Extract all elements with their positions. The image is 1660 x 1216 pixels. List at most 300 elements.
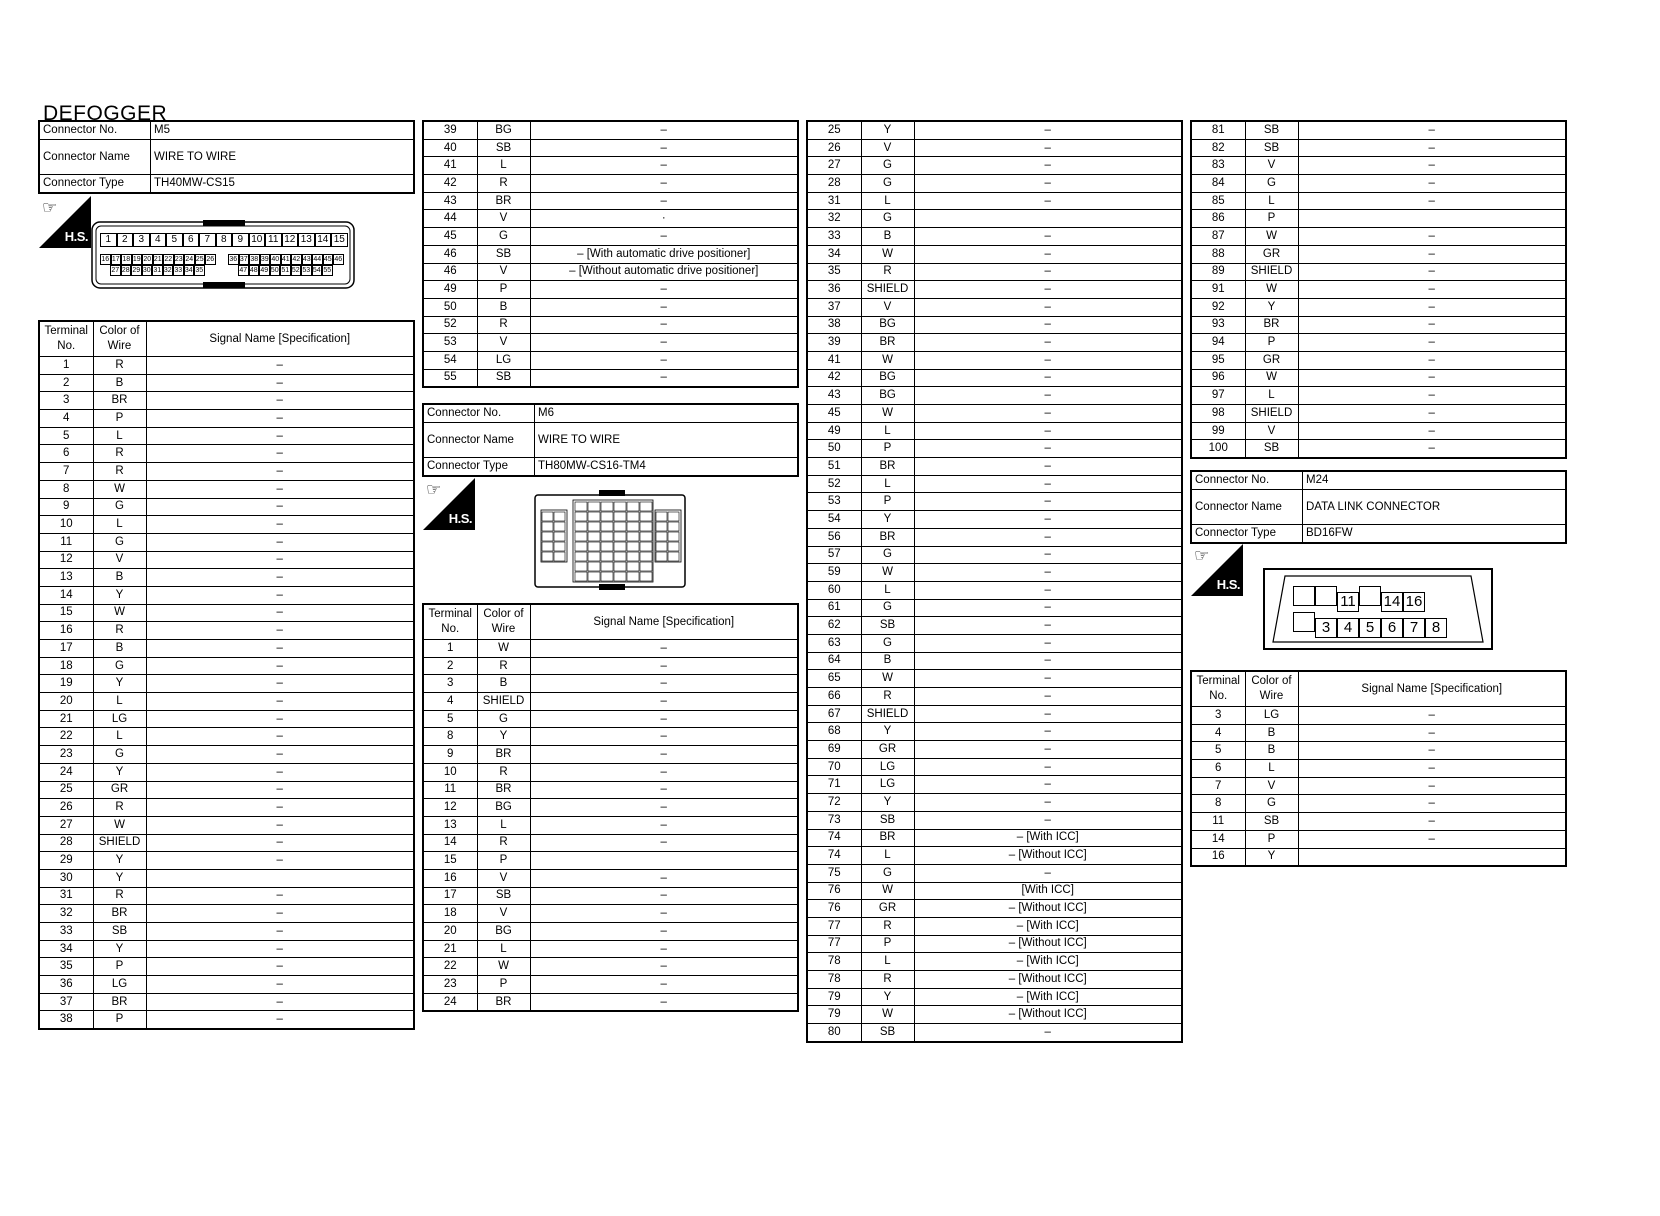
signal-name-cell: –: [914, 351, 1182, 369]
connector-pin: 51: [281, 267, 290, 274]
connector-pin-cell: [575, 512, 587, 521]
connector-pin-cell: [640, 532, 652, 541]
wire-color-cell: Y: [93, 869, 146, 887]
page-title: DEFOGGER: [43, 102, 168, 125]
signal-name-cell: –: [530, 976, 798, 994]
wire-color-cell: W: [477, 640, 530, 658]
table-row: [807, 351, 1182, 369]
connector-pin-cell: [601, 522, 613, 531]
connector-pin-cell: [542, 522, 553, 531]
table-row: [807, 121, 1182, 139]
terminal-no-header: Terminal No.: [1191, 671, 1245, 707]
table-row: [39, 869, 414, 887]
connector-pin: 26: [206, 256, 215, 263]
wire-color-cell: SB: [1245, 121, 1298, 139]
wire-color-header: Color of Wire: [93, 321, 146, 357]
wire-color-cell: P: [477, 976, 530, 994]
wire-color-cell: V: [477, 334, 530, 352]
signal-name-cell: –: [530, 728, 798, 746]
signal-name-cell: –: [146, 357, 414, 375]
table-row: [807, 811, 1182, 829]
signal-name-cell: –: [1298, 387, 1566, 405]
terminal-no-cell: 6: [39, 445, 93, 463]
table-row: [807, 210, 1182, 228]
table-row: [807, 670, 1182, 688]
terminal-no-cell: 3: [39, 392, 93, 410]
wire-color-cell: L: [861, 192, 914, 210]
connector-pin-cell: [588, 562, 600, 571]
terminal-no-cell: 38: [39, 1011, 93, 1029]
table-row: [1191, 422, 1566, 440]
connector-pin: 36: [229, 256, 238, 263]
signal-name-cell: –: [914, 705, 1182, 723]
terminal-no-cell: 87: [1191, 228, 1245, 246]
connector-name-label: Connector Name: [1191, 490, 1303, 525]
signal-name-cell: –: [146, 852, 414, 870]
signal-name-cell: –: [1298, 742, 1566, 760]
wire-color-cell: BR: [477, 746, 530, 764]
table-row: [1191, 298, 1566, 316]
signal-name-cell: –: [146, 1011, 414, 1029]
terminal-no-cell: 39: [807, 334, 861, 352]
table-row: [39, 357, 414, 375]
signal-name-cell: –: [914, 405, 1182, 423]
terminal-no-cell: 46: [423, 245, 477, 263]
terminal-no-cell: 50: [423, 298, 477, 316]
signal-name-cell: –: [146, 392, 414, 410]
signal-name-cell: – [With ICC]: [914, 829, 1182, 847]
wire-color-cell: SHIELD: [1245, 263, 1298, 281]
table-row: [423, 887, 798, 905]
wire-color-cell: SB: [477, 245, 530, 263]
terminal-no-cell: 30: [39, 869, 93, 887]
table-row: [423, 816, 798, 834]
table-row: [807, 139, 1182, 157]
signal-name-cell: –: [146, 976, 414, 994]
terminal-no-cell: 38: [807, 316, 861, 334]
terminal-no-cell: 12: [423, 799, 477, 817]
terminal-no-cell: 15: [39, 604, 93, 622]
signal-name-header: Signal Name [Specification]: [146, 321, 414, 357]
table-row: [807, 864, 1182, 882]
table-row: [1191, 192, 1566, 210]
signal-name-cell: –: [530, 887, 798, 905]
terminal-no-cell: 31: [39, 887, 93, 905]
signal-name-cell: –: [914, 528, 1182, 546]
table-row: [807, 723, 1182, 741]
signal-name-cell: –: [914, 670, 1182, 688]
table-row: [39, 1011, 414, 1029]
table-row: [423, 746, 798, 764]
signal-name-cell: –: [530, 121, 798, 139]
connector-pin-cell: [554, 522, 565, 531]
table-row: [807, 741, 1182, 759]
wire-color-cell: GR: [1245, 351, 1298, 369]
table-row: [807, 528, 1182, 546]
connector-pin-cell: [554, 532, 565, 541]
wire-color-cell: BG: [477, 923, 530, 941]
terminal-no-cell: 5: [423, 710, 477, 728]
connector-pin: 20: [143, 256, 152, 263]
signal-name-cell: –: [914, 316, 1182, 334]
wire-color-cell: R: [93, 622, 146, 640]
terminal-no-cell: 85: [1191, 192, 1245, 210]
terminal-no-cell: 91: [1191, 281, 1245, 299]
wire-color-cell: V: [477, 210, 530, 228]
signal-name-cell: – [Without ICC]: [914, 1006, 1182, 1024]
table-row: [423, 834, 798, 852]
terminal-no-cell: 83: [1191, 157, 1245, 175]
connector-pin-cell: [614, 532, 626, 541]
signal-name-cell: [146, 869, 414, 887]
signal-name-cell: – [With ICC]: [914, 988, 1182, 1006]
m6-table-b-wrap: [806, 120, 1183, 1043]
terminal-no-cell: 56: [807, 528, 861, 546]
terminal-no-cell: 40: [423, 139, 477, 157]
table-row: [1191, 830, 1566, 848]
connector-pin: 15: [331, 233, 348, 247]
m6-info-table: [422, 403, 799, 477]
terminal-no-cell: 86: [1191, 210, 1245, 228]
connector-pin: 31: [153, 267, 162, 274]
signal-name-cell: –: [146, 640, 414, 658]
signal-name-cell: –: [530, 369, 798, 387]
table-row: [423, 139, 798, 157]
terminal-no-cell: 43: [423, 192, 477, 210]
hand-icon: ☞: [42, 198, 58, 217]
signal-name-cell: –: [1298, 281, 1566, 299]
terminal-no-cell: 74: [807, 829, 861, 847]
table-row: [423, 210, 798, 228]
terminal-no-cell: 28: [39, 834, 93, 852]
terminal-no-cell: 52: [807, 475, 861, 493]
connector-pin-cell: [614, 522, 626, 531]
connector-pin-cell: [588, 502, 600, 511]
wire-color-cell: G: [861, 546, 914, 564]
terminal-no-cell: 3: [1191, 707, 1245, 725]
signal-name-cell: –: [914, 599, 1182, 617]
signal-name-cell: –: [146, 710, 414, 728]
table-row: [39, 763, 414, 781]
table-row: [807, 564, 1182, 582]
connector-pin: 18: [122, 256, 131, 263]
signal-name-cell: –: [146, 516, 414, 534]
table-row: [1191, 210, 1566, 228]
terminal-no-cell: 41: [423, 157, 477, 175]
terminal-no-cell: 76: [807, 900, 861, 918]
wire-color-cell: SHIELD: [477, 693, 530, 711]
wire-color-cell: BR: [93, 392, 146, 410]
table-row: [39, 569, 414, 587]
wire-color-cell: Y: [861, 511, 914, 529]
connector-pin-cell: [656, 512, 667, 521]
table-row: [1191, 121, 1566, 139]
wire-color-cell: GR: [1245, 245, 1298, 263]
wire-color-cell: P: [93, 1011, 146, 1029]
table-row: [807, 688, 1182, 706]
terminal-no-cell: 35: [39, 958, 93, 976]
wire-color-cell: W: [861, 670, 914, 688]
connector-pin: 11: [265, 233, 282, 247]
signal-name-cell: –: [530, 675, 798, 693]
wire-color-cell: R: [93, 799, 146, 817]
m5-table-b-wrap: [422, 120, 799, 388]
connector-pin: 16: [1403, 592, 1425, 612]
signal-name-cell: –: [530, 334, 798, 352]
terminal-no-cell: 12: [39, 551, 93, 569]
table-row: [423, 334, 798, 352]
connector-pin: 24: [185, 256, 194, 263]
table-row: [1191, 387, 1566, 405]
signal-name-cell: –: [914, 581, 1182, 599]
wire-color-cell: R: [861, 971, 914, 989]
wire-color-cell: W: [861, 564, 914, 582]
table-row: [39, 622, 414, 640]
table-row: [807, 263, 1182, 281]
wire-color-cell: G: [861, 210, 914, 228]
table-row: [423, 281, 798, 299]
connector-pin: 21: [153, 256, 162, 263]
terminal-no-cell: 15: [423, 852, 477, 870]
wire-color-cell: V: [861, 139, 914, 157]
wire-color-cell: GR: [861, 900, 914, 918]
signal-name-cell: –: [1298, 298, 1566, 316]
wire-color-cell: W: [861, 1006, 914, 1024]
wire-color-cell: B: [1245, 742, 1298, 760]
table-row: [423, 640, 798, 658]
wire-color-cell: R: [93, 887, 146, 905]
wire-color-cell: R: [93, 463, 146, 481]
wire-color-cell: BR: [861, 829, 914, 847]
signal-name-cell: –: [146, 958, 414, 976]
signal-name-cell: –: [146, 498, 414, 516]
terminal-no-cell: 26: [807, 139, 861, 157]
connector-pin-cell: [656, 542, 667, 551]
terminal-no-cell: 68: [807, 723, 861, 741]
m24-connector-type: BD16FW: [1303, 525, 1567, 544]
wire-color-cell: L: [477, 157, 530, 175]
connector-pin-cell: [601, 562, 613, 571]
m24-info-table: [1190, 470, 1567, 544]
signal-name-cell: –: [914, 794, 1182, 812]
wire-color-cell: SB: [1245, 813, 1298, 831]
terminal-no-cell: 96: [1191, 369, 1245, 387]
table-row: [423, 781, 798, 799]
terminal-no-cell: 97: [1191, 387, 1245, 405]
terminal-no-cell: 2: [39, 374, 93, 392]
wire-color-cell: SB: [1245, 139, 1298, 157]
table-row: [423, 905, 798, 923]
connector-pin: 29: [132, 267, 141, 274]
table-row: [39, 445, 414, 463]
table-row: [39, 516, 414, 534]
signal-name-header: Signal Name [Specification]: [530, 604, 798, 640]
wire-color-cell: R: [861, 688, 914, 706]
wire-color-cell: P: [861, 440, 914, 458]
terminal-no-cell: 37: [39, 993, 93, 1011]
table-row: [423, 923, 798, 941]
wire-color-cell: G: [861, 864, 914, 882]
terminal-no-cell: 25: [807, 121, 861, 139]
wire-color-cell: G: [1245, 175, 1298, 193]
table-row: [807, 634, 1182, 652]
terminal-no-cell: 22: [423, 958, 477, 976]
connector-pin-cell: [542, 542, 553, 551]
connector-pin-cell: [575, 552, 587, 561]
wire-color-cell: W: [861, 405, 914, 423]
terminal-no-cell: 63: [807, 634, 861, 652]
signal-name-cell: –: [914, 652, 1182, 670]
table-row: [423, 763, 798, 781]
signal-name-cell: –: [1298, 813, 1566, 831]
wire-color-cell: SB: [477, 369, 530, 387]
terminal-no-cell: 66: [807, 688, 861, 706]
connector-pin-cell: [588, 512, 600, 521]
terminal-no-cell: 60: [807, 581, 861, 599]
signal-name-cell: – [With ICC]: [914, 953, 1182, 971]
terminal-no-cell: 55: [423, 369, 477, 387]
signal-name-cell: –: [146, 781, 414, 799]
signal-name-cell: –: [914, 758, 1182, 776]
terminal-no-cell: 94: [1191, 334, 1245, 352]
signal-name-cell: –: [914, 864, 1182, 882]
signal-name-cell: –: [530, 139, 798, 157]
table-row: [1191, 760, 1566, 778]
terminal-no-cell: 50: [807, 440, 861, 458]
signal-name-cell: –: [530, 228, 798, 246]
terminal-no-cell: 10: [423, 763, 477, 781]
signal-name-cell: –: [530, 799, 798, 817]
wire-color-cell: BR: [477, 993, 530, 1011]
wire-color-cell: V: [477, 905, 530, 923]
wire-color-cell: SHIELD: [93, 834, 146, 852]
connector-pin-cell: [588, 522, 600, 531]
wire-color-cell: W: [861, 882, 914, 900]
wire-color-cell: V: [477, 869, 530, 887]
connector-pin-cell: [542, 532, 553, 541]
signal-name-cell: –: [1298, 175, 1566, 193]
terminal-no-cell: 78: [807, 953, 861, 971]
table-row: [39, 693, 414, 711]
signal-name-cell: –: [530, 763, 798, 781]
table-row: [807, 369, 1182, 387]
terminal-no-cell: 54: [423, 351, 477, 369]
connector-pin: 4: [1337, 618, 1359, 638]
table-row: [423, 175, 798, 193]
terminal-no-cell: 84: [1191, 175, 1245, 193]
wire-color-cell: LG: [1245, 707, 1298, 725]
terminal-no-cell: 81: [1191, 121, 1245, 139]
signal-name-cell: –: [146, 410, 414, 428]
terminal-no-cell: 80: [807, 1024, 861, 1042]
table-row: [1191, 316, 1566, 334]
wire-color-cell: LG: [93, 710, 146, 728]
table-row: [1191, 777, 1566, 795]
connector-no-label: Connector No.: [39, 121, 151, 140]
connector-pin: 43: [302, 256, 311, 263]
m6-table-c-wrap: [1190, 120, 1567, 459]
signal-name-cell: –: [146, 657, 414, 675]
wire-color-cell: B: [1245, 724, 1298, 742]
terminal-no-cell: 18: [39, 657, 93, 675]
terminal-no-cell: 73: [807, 811, 861, 829]
wire-color-cell: W: [93, 604, 146, 622]
signal-name-cell: –: [146, 533, 414, 551]
table-row: [39, 976, 414, 994]
connector-pin: 42: [292, 256, 301, 263]
m24-top-pin-row: [1293, 586, 1425, 612]
wire-color-cell: W: [1245, 369, 1298, 387]
wire-color-cell: L: [477, 816, 530, 834]
wire-color-cell: V: [93, 551, 146, 569]
connector-pin: 55: [323, 267, 332, 274]
signal-name-cell: –: [146, 463, 414, 481]
terminal-no-cell: 35: [807, 263, 861, 281]
m6-terminal-table: [422, 603, 799, 1012]
terminal-no-cell: 45: [423, 228, 477, 246]
connector-pin: 12: [282, 233, 299, 247]
table-row: [807, 157, 1182, 175]
table-row: [807, 705, 1182, 723]
terminal-no-cell: 92: [1191, 298, 1245, 316]
signal-name-cell: –: [146, 763, 414, 781]
connector-name-label: Connector Name: [39, 140, 151, 175]
terminal-no-cell: 100: [1191, 440, 1245, 458]
signal-name-cell: –: [530, 993, 798, 1011]
table-row: [807, 847, 1182, 865]
wire-color-cell: R: [477, 316, 530, 334]
terminal-no-cell: 39: [423, 121, 477, 139]
terminal-no-cell: 17: [39, 640, 93, 658]
terminal-no-cell: 7: [39, 463, 93, 481]
signal-name-cell: –: [1298, 405, 1566, 423]
terminal-no-cell: 23: [423, 976, 477, 994]
table-row: [39, 710, 414, 728]
terminal-no-cell: 82: [1191, 139, 1245, 157]
connector-pin: [1293, 586, 1315, 606]
wire-color-cell: G: [93, 533, 146, 551]
table-row: [39, 604, 414, 622]
signal-name-cell: –: [530, 834, 798, 852]
table-row: [807, 281, 1182, 299]
signal-name-cell: –: [530, 940, 798, 958]
terminal-no-cell: 41: [807, 351, 861, 369]
wire-color-cell: P: [477, 852, 530, 870]
connector-pin-cell: [640, 572, 652, 581]
signal-name-cell: –: [530, 157, 798, 175]
wire-color-cell: L: [1245, 387, 1298, 405]
signal-name-cell: –: [914, 564, 1182, 582]
terminal-no-cell: 14: [1191, 830, 1245, 848]
table-row: [807, 511, 1182, 529]
table-row: [807, 617, 1182, 635]
wire-color-cell: BR: [477, 192, 530, 210]
terminal-no-cell: 57: [807, 546, 861, 564]
wire-color-cell: Y: [93, 763, 146, 781]
wire-color-cell: G: [861, 634, 914, 652]
table-row: [807, 794, 1182, 812]
hand-icon: ☞: [1194, 546, 1210, 565]
table-row: [39, 993, 414, 1011]
connector-pin-cell: [668, 542, 679, 551]
signal-name-cell: –: [914, 617, 1182, 635]
wire-color-cell: P: [477, 281, 530, 299]
signal-name-cell: –: [1298, 422, 1566, 440]
terminal-no-cell: 4: [423, 693, 477, 711]
table-row: [423, 869, 798, 887]
terminal-no-cell: 75: [807, 864, 861, 882]
terminal-no-cell: 13: [39, 569, 93, 587]
